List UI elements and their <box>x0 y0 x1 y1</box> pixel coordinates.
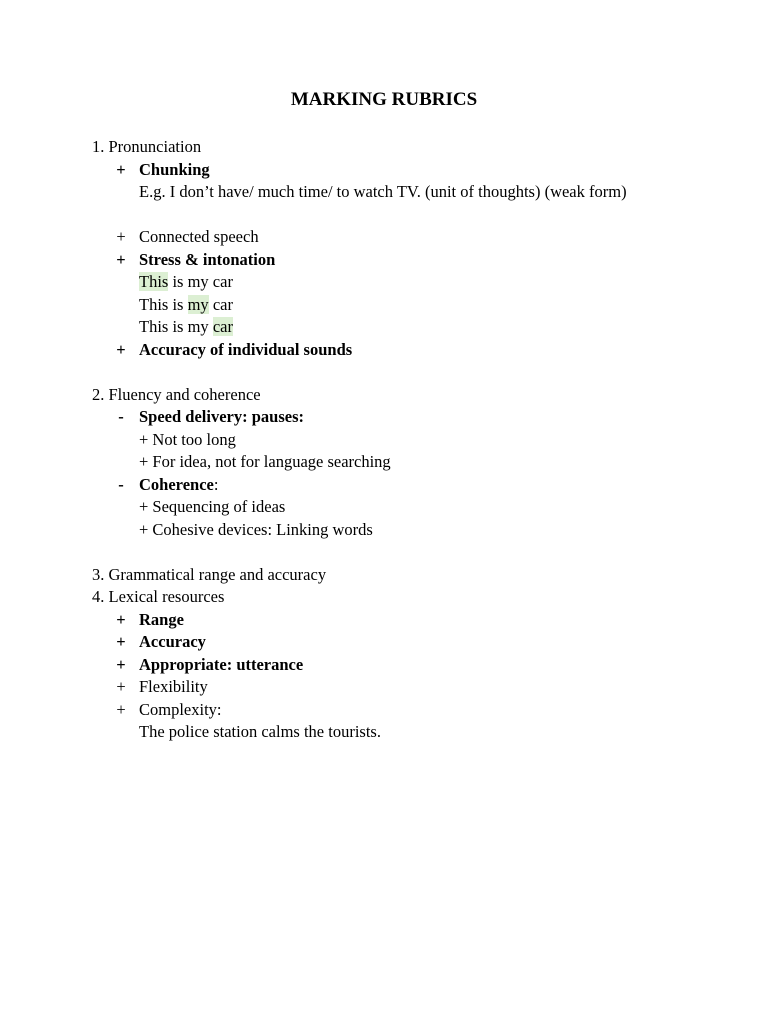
spacer <box>92 361 652 384</box>
stress-example-2: This is my car <box>139 294 233 314</box>
bullet-marker: + <box>116 227 126 246</box>
list-item-accuracy <box>92 631 652 654</box>
list-item-flexibility <box>92 676 652 699</box>
sub-item: + Not too long <box>139 429 236 449</box>
page-title: MARKING RUBRICS <box>290 89 478 110</box>
section-heading-fluency: 2. Fluency and coherence <box>92 384 261 404</box>
bullet-marker: + <box>116 654 126 674</box>
bullet-marker: + <box>116 699 126 719</box>
complexity-example: The police station calms the tourists. <box>139 722 381 741</box>
item-label: Speed delivery: pauses: <box>139 407 304 426</box>
highlighted-word: This <box>139 272 169 291</box>
bullet-marker: + <box>116 677 126 696</box>
list-item-speed-delivery <box>92 406 652 429</box>
list-item-complexity <box>92 699 652 722</box>
item-label: Appropriate: utterance <box>139 654 304 674</box>
bullet-marker: + <box>116 249 126 269</box>
document-body <box>92 136 652 744</box>
item-label: Coherence <box>139 474 214 494</box>
bullet-marker: + <box>116 339 126 359</box>
list-item-accuracy-sounds <box>92 339 652 362</box>
highlighted-word: car <box>212 317 233 336</box>
item-label: Accuracy of individual sounds <box>139 339 353 359</box>
list-item-range <box>92 609 652 632</box>
list-item-connected-speech <box>92 226 652 249</box>
section-heading-grammar: 3. Grammatical range and accuracy <box>92 564 327 584</box>
example-text: E.g. I don’t have/ much time/ to watch TV. (unit of thoughts) (weak form) <box>139 182 627 201</box>
sub-item: + Sequencing of ideas <box>139 497 286 516</box>
stress-example-1: This is my car <box>139 272 233 291</box>
item-label: Range <box>139 609 184 629</box>
bullet-marker: + <box>116 632 126 651</box>
section-heading-pronunciation: 1. Pronunciation <box>92 137 202 156</box>
chunking-example <box>92 181 652 226</box>
spacer <box>92 541 652 564</box>
list-item-appropriate <box>92 654 652 677</box>
bullet-marker: + <box>116 609 126 629</box>
sub-item: + For idea, not for language searching <box>139 452 391 471</box>
bullet-marker: - <box>118 474 124 494</box>
bullet-marker: + <box>116 159 126 179</box>
item-label: Stress & intonation <box>139 249 276 269</box>
bullet-marker: - <box>118 407 124 426</box>
item-label: Complexity: <box>139 699 222 719</box>
list-item-stress-intonation <box>92 249 652 272</box>
item-label: Flexibility <box>139 677 208 696</box>
sub-item: + Cohesive devices: Linking words <box>139 519 373 539</box>
highlighted-word: my <box>187 294 209 314</box>
item-label: Accuracy <box>139 632 206 651</box>
item-label: Chunking <box>139 159 210 179</box>
list-item-chunking <box>92 159 652 182</box>
stress-example-3: This is my car <box>139 317 233 336</box>
list-item-coherence: - Coherence: <box>92 474 652 497</box>
item-label: Connected speech <box>139 227 259 246</box>
section-heading-lexical: 4. Lexical resources <box>92 587 225 606</box>
